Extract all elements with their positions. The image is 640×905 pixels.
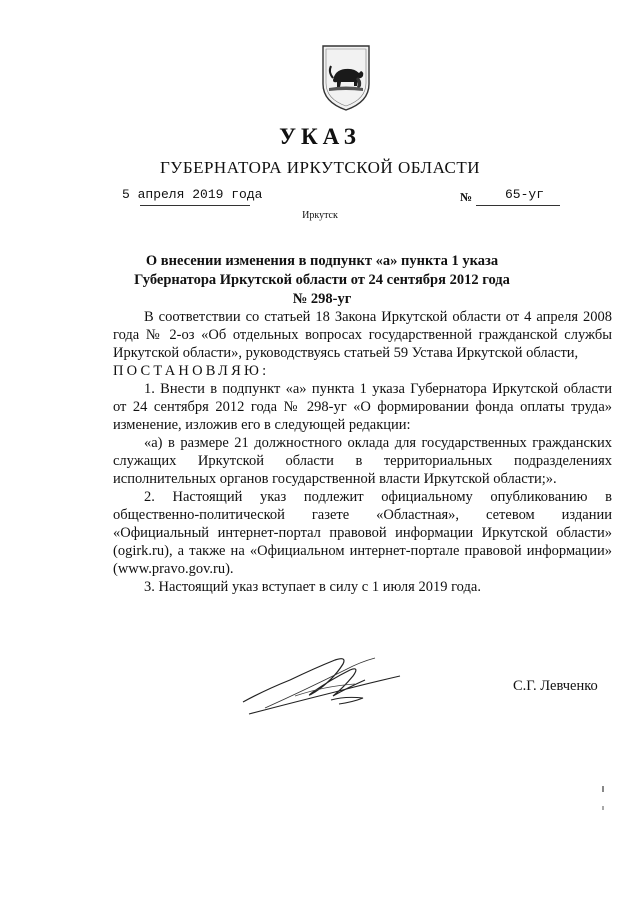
document-title: УКАЗ (279, 124, 361, 149)
item-2-paragraph: 2. Настоящий указ подлежит официальному опубликованию в общественно-политической газете «Областная», сетевом издании «Официальный интернет-портал правовой информации Иркутской области» (ogirk.ru), а также на «Официальном интернет-портале правовой информации» (www.pravo.gov.ru). (113, 489, 612, 577)
issuer-title: ГУБЕРНАТОРА ИРКУТСКОЙ ОБЛАСТИ (159, 158, 481, 177)
document-number: 65-уг (505, 187, 545, 202)
document-date: 5 апреля 2019 года (122, 187, 263, 202)
signer-name: С.Г. Левченко (513, 678, 598, 694)
document-place: Иркутск (302, 210, 338, 221)
scan-speck (602, 786, 604, 792)
item-1-paragraph: 1. Внести в подпункт «а» пункта 1 указа Губернатора Иркутской области от 24 сентября 2012 года № 298-уг «О формировании фонда оплаты труда» изменение, изложив его в следующей редакции: (113, 381, 612, 433)
document-heading: О внесении изменения в подпункт «а» пункта 1 указа Губернатора Иркутской области от 24 сентября 2012 года № 298-уг (134, 253, 510, 307)
number-sign: № (460, 190, 473, 204)
decree-word: ПОСТАНОВЛЯЮ: (113, 363, 270, 379)
number-underline (476, 205, 560, 206)
item-1-quote-paragraph: «а) в размере 21 должностного оклада для государственных гражданских служащих Иркутской области в территориальных подразделениях исполнительных органов государственной власти Иркутской области;». (113, 435, 612, 487)
date-underline (140, 205, 250, 206)
handwritten-signature (235, 640, 410, 730)
coat-of-arms-icon (321, 42, 371, 112)
scan-speck (602, 806, 604, 810)
item-3-paragraph: 3. Настоящий указ вступает в силу с 1 июля 2019 года. (144, 579, 481, 595)
document-body (113, 308, 612, 596)
preamble-paragraph: В соответствии со статьей 18 Закона Иркутской области от 4 апреля 2008 года № 2-оз «Об отдельных вопросах государственной гражданской службы Иркутской области», руководствуясь статьей 59 Устава Иркутской области, (113, 309, 612, 361)
